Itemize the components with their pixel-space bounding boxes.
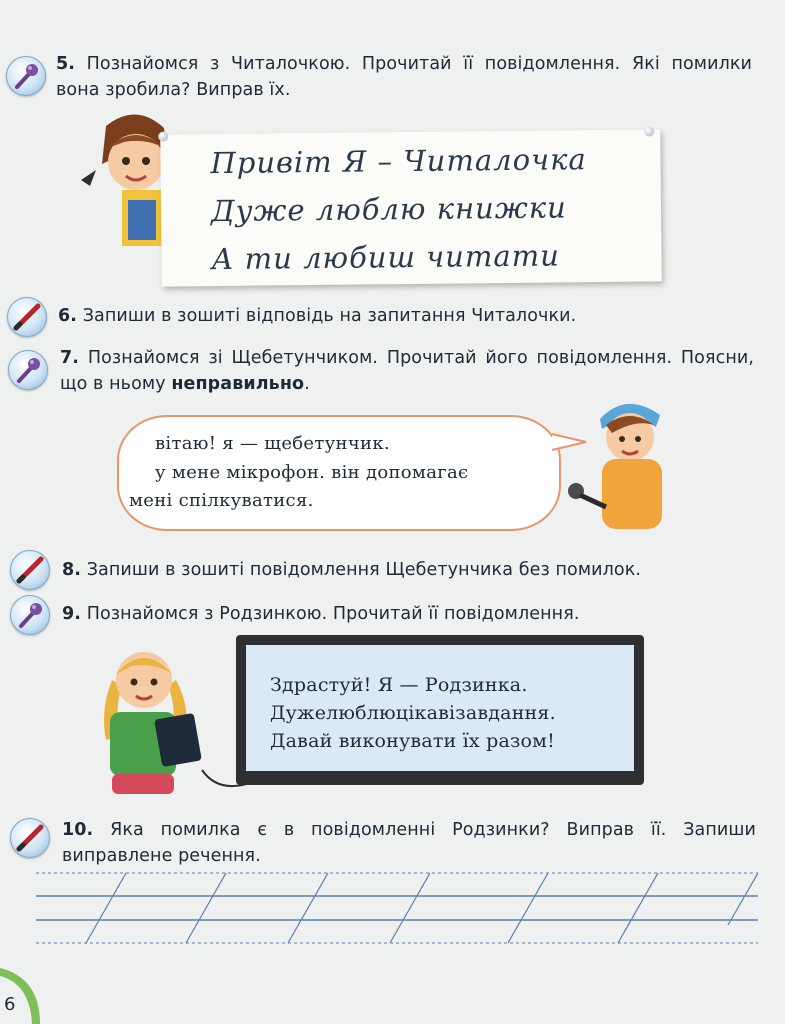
task-text: Яка помилка є в повідомленні Родзинки? Виправ її. Запиши виправлене речення. (62, 820, 756, 866)
task-10 (62, 817, 756, 869)
pin-icon (158, 132, 168, 142)
card-line: Привіт Я – Читалочка (210, 142, 587, 181)
card-line: А ти любиш читати (211, 238, 561, 277)
page-number: 6 (4, 994, 16, 1015)
pen-icon (7, 297, 47, 337)
microphone-icon (10, 595, 50, 635)
task-text-end: . (304, 374, 310, 394)
screen-line: Здрастуй! Я — Родзинка. (270, 674, 528, 696)
task-text: Запиши в зошиті відповідь на запитання Читалочки. (82, 306, 577, 326)
task-text: Познайомся зі Щебетунчиком. Прочитай його повідомлення. Поясни, що в ньому (60, 348, 754, 394)
microphone-icon (8, 350, 48, 390)
pen-icon (10, 550, 50, 590)
card-line: Дуже люблю книжки (210, 190, 567, 229)
task-text: Познайомся з Родзинкою. Прочитай її повідомлення. (86, 604, 580, 624)
task-number: 5. (56, 54, 76, 74)
bubble-line: вітаю! я — щебетунчик. (155, 433, 390, 454)
screen-line: Дужелюблюцікавізавдання. (270, 702, 556, 724)
task-5 (56, 51, 752, 103)
microphone-icon (6, 56, 46, 96)
screen-line: Давай виконувати їх разом! (270, 730, 555, 752)
rodzynka-illustration (92, 640, 204, 796)
task-number: 9. (62, 604, 82, 624)
tv-display (246, 645, 634, 771)
rodzynka-tv-screen (236, 635, 644, 785)
task-6 (58, 303, 758, 329)
shchebetunchyk-illustration (556, 393, 676, 533)
task-8 (62, 557, 762, 583)
task-text: Запиши в зошиті повідомлення Щебетунчика без помилок. (86, 560, 642, 580)
chitalochka-message-card (160, 129, 662, 286)
task-number: 10. (62, 820, 94, 840)
handwriting-lines (36, 865, 758, 949)
bubble-line: мені спілкуватися. (129, 490, 314, 511)
task-text-bold: неправильно (171, 374, 305, 394)
pin-icon (644, 126, 654, 136)
tv-cable (200, 760, 260, 800)
task-number: 8. (62, 560, 82, 580)
task-9 (62, 601, 762, 627)
task-text: Познайомся з Читалочкою. Прочитай її повідомлення. Які помилки вона зробила? Виправ їх. (56, 54, 752, 100)
shchebetunchyk-speech-bubble (117, 415, 561, 531)
pen-icon (10, 818, 50, 858)
task-7 (60, 345, 754, 397)
bubble-line: у мене мікрофон. він допомагає (155, 462, 469, 483)
task-number: 7. (60, 348, 80, 368)
task-number: 6. (58, 306, 78, 326)
